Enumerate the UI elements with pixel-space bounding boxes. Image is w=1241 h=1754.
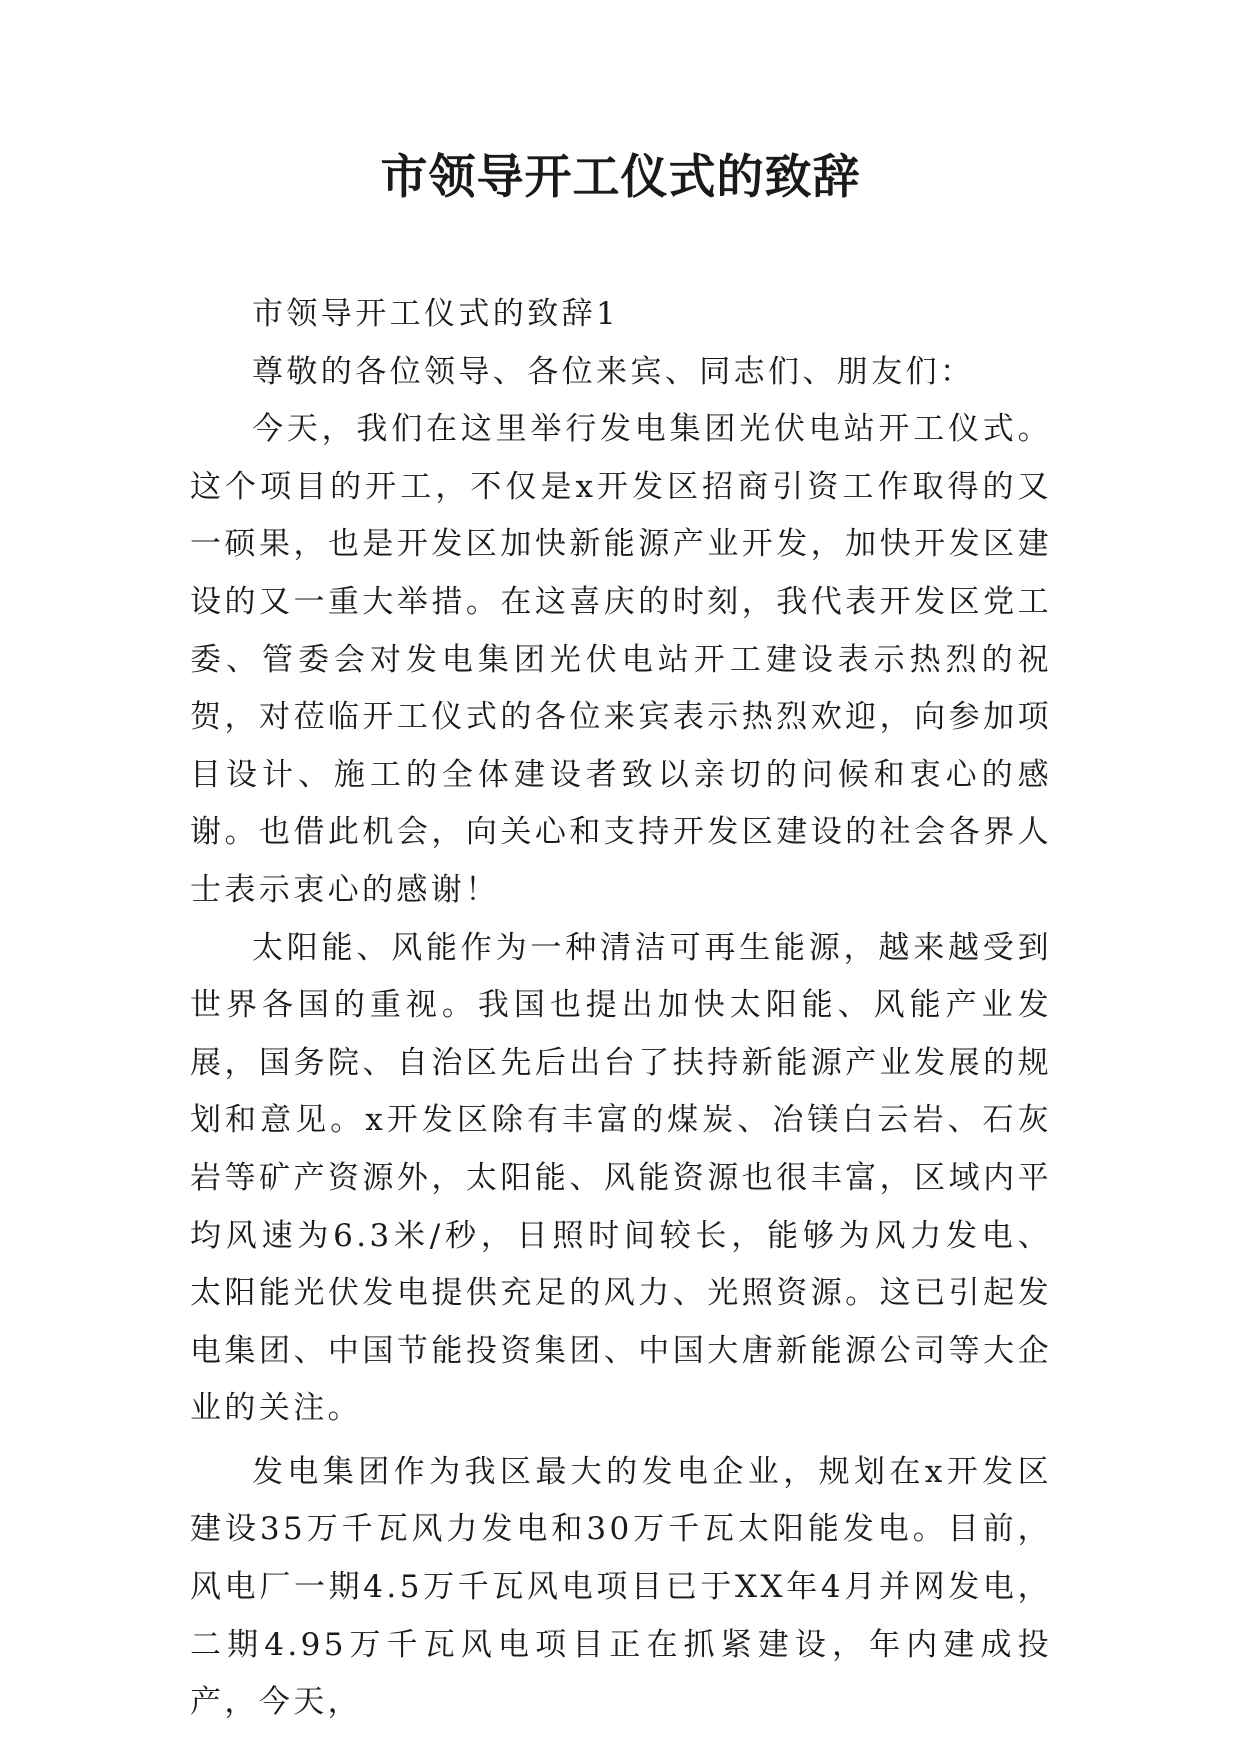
- body-paragraph: 今天，我们在这里举行发电集团光伏电站开工仪式。这个项目的开工，不仅是x开发区招商引资工作取得的又一硕果，也是开发区加快新能源产业开发，加快开发区建设的又一重大举措。在这喜庆的时刻，我代表开发区党工委、管委会对发电集团光伏电站开工建设表示热烈的祝贺，对莅临开工仪式的各位来宾表示热烈欢迎，向参加项目设计、施工的全体建设者致以亲切的问候和衷心的感谢。也借此机会，向关心和支持开发区建设的社会各界人士表示衷心的感谢！: [190, 411, 1052, 908]
- body-paragraph: 太阳能、风能作为一种清洁可再生能源，越来越受到世界各国的重视。我国也提出加快太阳能、风能产业发展，国务院、自治区先后出台了扶持新能源产业发展的规划和意见。x开发区除有丰富的煤炭、冶镁白云岩、石灰岩等矿产资源外，太阳能、风能资源也很丰富，区域内平均风速为6.3米/秒，日照时间较长，能够为风力发电、太阳能光伏发电提供充足的风力、光照资源。这已引起发电集团、中国节能投资集团、中国大唐新能源公司等大企业的关注。: [190, 929, 1052, 1427]
- salutation-paragraph: 尊敬的各位领导、各位来宾、同志们、朋友们：: [252, 353, 975, 390]
- document-title: 市领导开工仪式的致辞: [380, 150, 861, 205]
- document-body: [190, 286, 1052, 1732]
- body-paragraph: 发电集团作为我区最大的发电企业，规划在x开发区建设35万千瓦风力发电和30万千瓦太阳能发电。目前，风电厂一期4.5万千瓦风电项目已于XX年4月并网发电，二期4.95万千瓦风电项目正在抓紧建设，年内建成投产，今天，: [190, 1453, 1052, 1721]
- section-heading: 市领导开工仪式的致辞1: [252, 296, 620, 332]
